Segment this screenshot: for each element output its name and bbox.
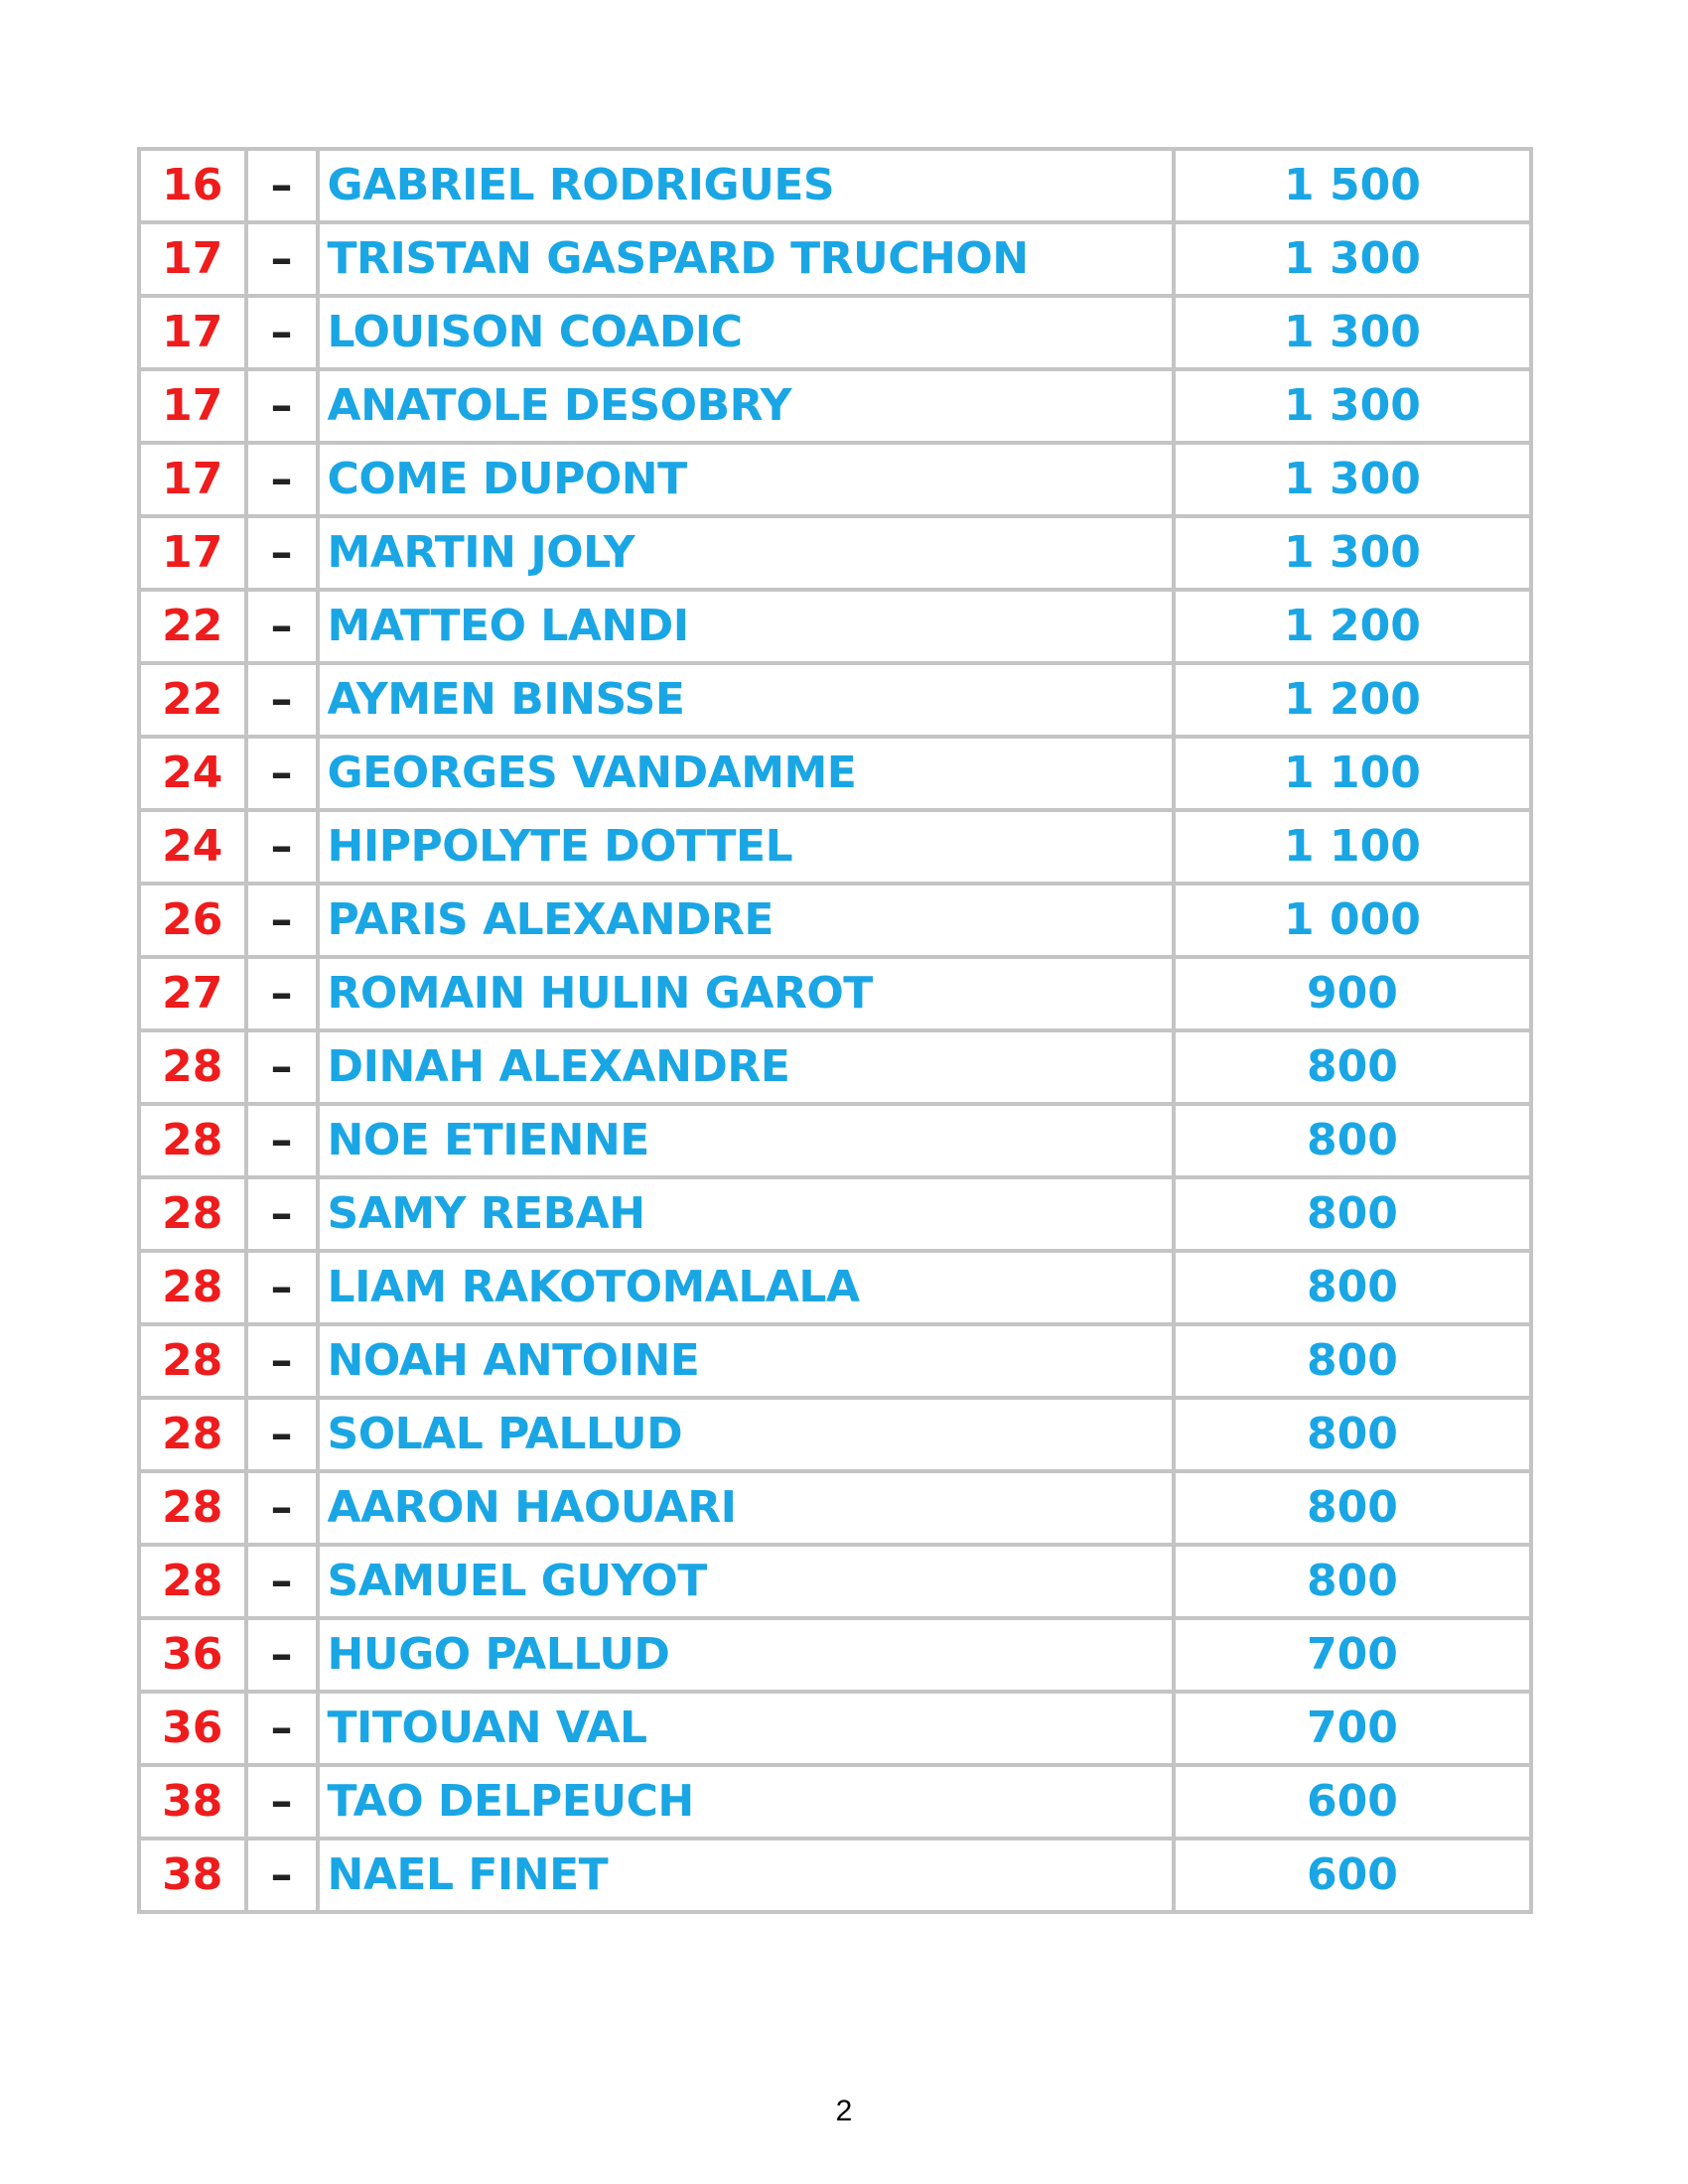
points-cell: 600 [1174, 1839, 1531, 1912]
player-name-cell: LOUISON COADIC [318, 296, 1174, 369]
table-row [139, 810, 1531, 884]
player-name-cell: NOE ETIENNE [318, 1104, 1174, 1177]
rank-cell: 28 [139, 1545, 246, 1618]
table-row [139, 443, 1531, 516]
player-name-cell: HIPPOLYTE DOTTEL [318, 810, 1174, 884]
dash-cell: – [246, 369, 318, 443]
rank-cell: 36 [139, 1618, 246, 1692]
table-row [139, 1545, 1531, 1618]
points-cell: 800 [1174, 1324, 1531, 1398]
dash-cell: – [246, 1765, 318, 1839]
rank-cell: 16 [139, 149, 246, 222]
points-cell: 800 [1174, 1030, 1531, 1104]
dash-cell: – [246, 1324, 318, 1398]
rank-cell: 24 [139, 737, 246, 810]
rank-cell: 22 [139, 663, 246, 737]
dash-cell: – [246, 1618, 318, 1692]
player-name-cell: HUGO PALLUD [318, 1618, 1174, 1692]
points-cell: 1 300 [1174, 222, 1531, 296]
player-name-cell: DINAH ALEXANDRE [318, 1030, 1174, 1104]
table-row [139, 516, 1531, 590]
rank-cell: 17 [139, 516, 246, 590]
rank-cell: 36 [139, 1692, 246, 1765]
player-name-cell: TITOUAN VAL [318, 1692, 1174, 1765]
dash-cell: – [246, 1398, 318, 1471]
table-row [139, 590, 1531, 663]
points-cell: 900 [1174, 957, 1531, 1030]
rank-cell: 38 [139, 1839, 246, 1912]
player-name-cell: SAMUEL GUYOT [318, 1545, 1174, 1618]
dash-cell: – [246, 1030, 318, 1104]
dash-cell: – [246, 1692, 318, 1765]
dash-cell: – [246, 810, 318, 884]
points-cell: 800 [1174, 1251, 1531, 1324]
points-cell: 1 300 [1174, 296, 1531, 369]
player-name-cell: ANATOLE DESOBRY [318, 369, 1174, 443]
points-cell: 800 [1174, 1545, 1531, 1618]
player-name-cell: PARIS ALEXANDRE [318, 884, 1174, 957]
rank-cell: 28 [139, 1104, 246, 1177]
points-cell: 1 200 [1174, 663, 1531, 737]
player-name-cell: GEORGES VANDAMME [318, 737, 1174, 810]
table-row [139, 1104, 1531, 1177]
points-cell: 800 [1174, 1398, 1531, 1471]
table-row [139, 369, 1531, 443]
ranking-table [137, 147, 1533, 1914]
points-cell: 1 100 [1174, 810, 1531, 884]
dash-cell: – [246, 516, 318, 590]
rank-cell: 17 [139, 369, 246, 443]
table-row [139, 1471, 1531, 1545]
table-row [139, 1251, 1531, 1324]
dash-cell: – [246, 149, 318, 222]
table-row [139, 663, 1531, 737]
player-name-cell: MARTIN JOLY [318, 516, 1174, 590]
player-name-cell: COME DUPONT [318, 443, 1174, 516]
player-name-cell: NOAH ANTOINE [318, 1324, 1174, 1398]
points-cell: 1 300 [1174, 369, 1531, 443]
table-row [139, 884, 1531, 957]
dash-cell: – [246, 1471, 318, 1545]
rank-cell: 26 [139, 884, 246, 957]
rank-cell: 17 [139, 443, 246, 516]
points-cell: 1 200 [1174, 590, 1531, 663]
table-row [139, 1398, 1531, 1471]
player-name-cell: SOLAL PALLUD [318, 1398, 1174, 1471]
table-row [139, 1692, 1531, 1765]
player-name-cell: ROMAIN HULIN GAROT [318, 957, 1174, 1030]
points-cell: 1 500 [1174, 149, 1531, 222]
player-name-cell: AARON HAOUARI [318, 1471, 1174, 1545]
rank-cell: 22 [139, 590, 246, 663]
points-cell: 1 300 [1174, 516, 1531, 590]
dash-cell: – [246, 1177, 318, 1251]
dash-cell: – [246, 1104, 318, 1177]
table-row [139, 1177, 1531, 1251]
table-row [139, 1618, 1531, 1692]
table-row [139, 1030, 1531, 1104]
dash-cell: – [246, 296, 318, 369]
points-cell: 800 [1174, 1177, 1531, 1251]
player-name-cell: LIAM RAKOTOMALALA [318, 1251, 1174, 1324]
rank-cell: 17 [139, 222, 246, 296]
dash-cell: – [246, 1251, 318, 1324]
player-name-cell: SAMY REBAH [318, 1177, 1174, 1251]
table-row [139, 1765, 1531, 1839]
table-row [139, 1839, 1531, 1912]
player-name-cell: TAO DELPEUCH [318, 1765, 1174, 1839]
points-cell: 700 [1174, 1692, 1531, 1765]
points-cell: 1 100 [1174, 737, 1531, 810]
dash-cell: – [246, 222, 318, 296]
player-name-cell: NAEL FINET [318, 1839, 1174, 1912]
points-cell: 1 300 [1174, 443, 1531, 516]
player-name-cell: GABRIEL RODRIGUES [318, 149, 1174, 222]
points-cell: 800 [1174, 1471, 1531, 1545]
rank-cell: 28 [139, 1251, 246, 1324]
points-cell: 700 [1174, 1618, 1531, 1692]
table-row [139, 1324, 1531, 1398]
rank-cell: 28 [139, 1324, 246, 1398]
table-row [139, 737, 1531, 810]
rank-cell: 27 [139, 957, 246, 1030]
dash-cell: – [246, 957, 318, 1030]
rank-cell: 24 [139, 810, 246, 884]
player-name-cell: TRISTAN GASPARD TRUCHON [318, 222, 1174, 296]
rank-cell: 17 [139, 296, 246, 369]
dash-cell: – [246, 663, 318, 737]
rank-cell: 38 [139, 1765, 246, 1839]
player-name-cell: AYMEN BINSSE [318, 663, 1174, 737]
rank-cell: 28 [139, 1030, 246, 1104]
points-cell: 600 [1174, 1765, 1531, 1839]
rank-cell: 28 [139, 1398, 246, 1471]
dash-cell: – [246, 590, 318, 663]
page-number: 2 [835, 2095, 853, 2127]
dash-cell: – [246, 1839, 318, 1912]
player-name-cell: MATTEO LANDI [318, 590, 1174, 663]
table-row [139, 149, 1531, 222]
dash-cell: – [246, 884, 318, 957]
dash-cell: – [246, 1545, 318, 1618]
rank-cell: 28 [139, 1177, 246, 1251]
points-cell: 1 000 [1174, 884, 1531, 957]
points-cell: 800 [1174, 1104, 1531, 1177]
table-row [139, 296, 1531, 369]
table-row [139, 222, 1531, 296]
ranking-table-body [139, 149, 1531, 1912]
dash-cell: – [246, 737, 318, 810]
rank-cell: 28 [139, 1471, 246, 1545]
dash-cell: – [246, 443, 318, 516]
table-row [139, 957, 1531, 1030]
